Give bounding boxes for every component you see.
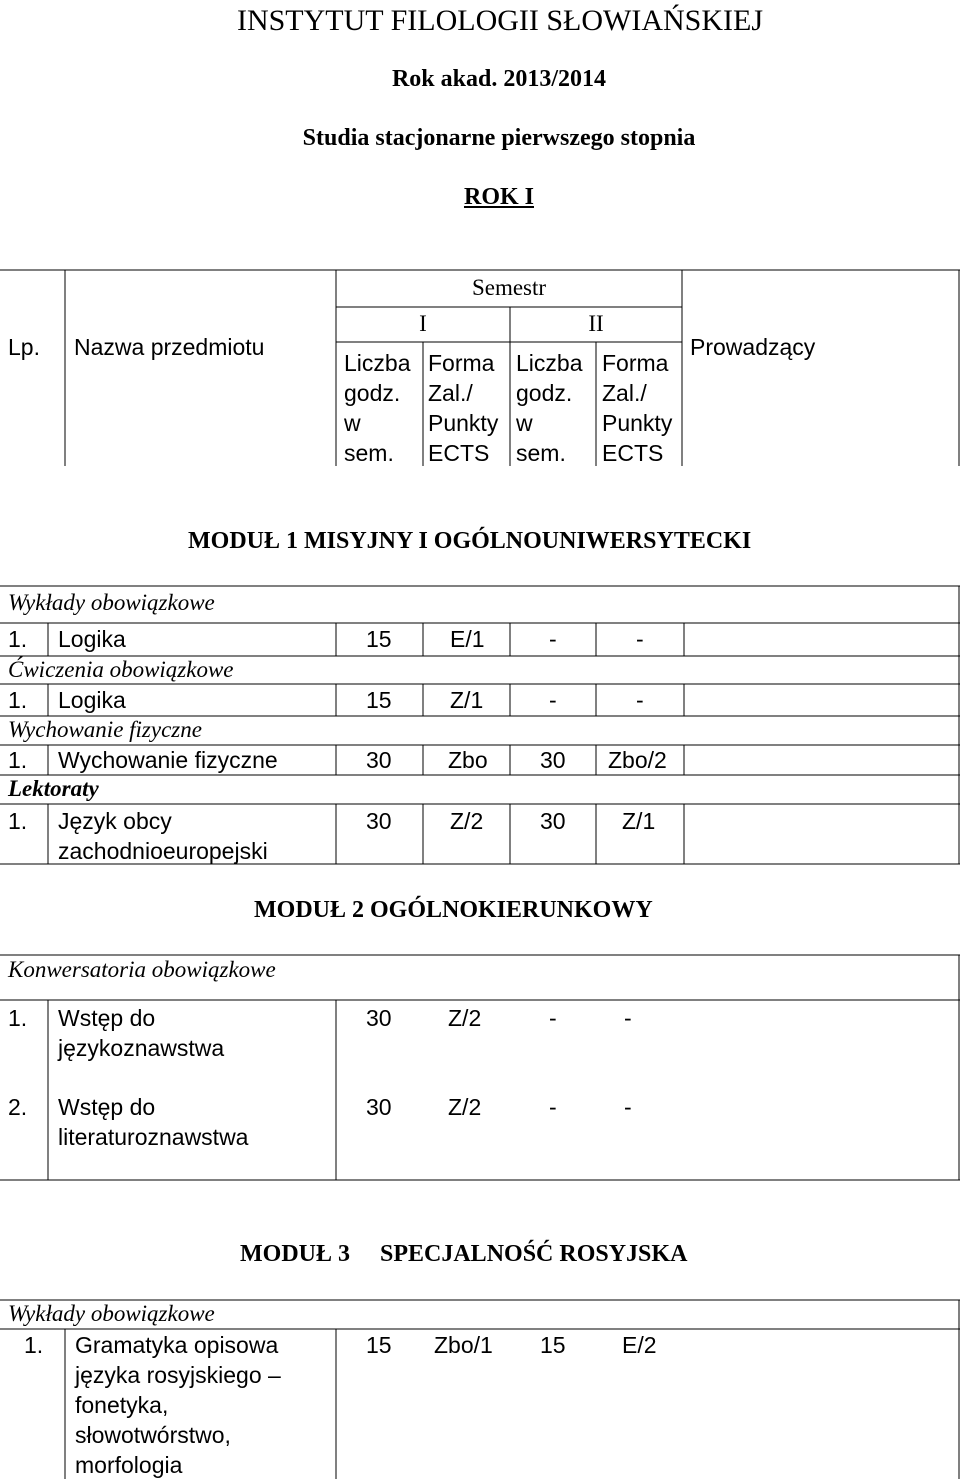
row-s2-form: Z/1 (622, 808, 656, 834)
institute-title: INSTYTUT FILOLOGII SŁOWIAŃSKIEJ (236, 4, 764, 37)
row-subject: Wstęp do literaturoznawstwa (58, 1094, 249, 1150)
row-lp: 1. (8, 687, 28, 713)
row-s2-hours: 30 (540, 747, 566, 773)
row-s2-form: - (636, 687, 644, 713)
row-s1-form: Zbo/1 (434, 1332, 493, 1358)
row-subject: Wychowanie fizyczne (58, 747, 278, 773)
row-s1-form: Z/2 (448, 1005, 482, 1031)
row-s1-hours: 15 (366, 687, 392, 713)
column-header-lecturer: Prowadzący (690, 334, 816, 360)
row-s1-hours: 30 (366, 747, 392, 773)
section-heading: Lektoraty (8, 776, 99, 801)
section-heading: Ćwiczenia obowiązkowe (8, 657, 234, 682)
row-s1-hours: 30 (366, 1005, 392, 1031)
column-header-hours-sem1: Liczba godz. w sem. (344, 350, 411, 466)
row-s2-form: E/2 (622, 1332, 657, 1358)
column-header-form-sem2: Forma Zal./ Punkty ECTS (602, 350, 673, 466)
section-heading: Wychowanie fizyczne (8, 717, 202, 742)
row-s1-hours: 30 (366, 1094, 392, 1120)
module-2-title: MODUŁ 2 OGÓLNOKIERUNKOWY (254, 897, 653, 923)
academic-year: Rok akad. 2013/2014 (391, 66, 607, 92)
module-3-title: MODUŁ 3 SPECJALNOŚĆ ROSYJSKA (240, 1241, 688, 1267)
row-lp: 1. (24, 1332, 44, 1358)
row-subject: Gramatyka opisowa języka rosyjskiego – fonetyka, słowotwórstwo, morfologia (75, 1332, 281, 1478)
row-subject: Logika (58, 626, 126, 652)
column-header-subject: Nazwa przedmiotu (74, 334, 265, 360)
row-s2-hours: - (549, 687, 557, 713)
row-s1-form: E/1 (450, 626, 485, 652)
column-header-semester: Semestr (471, 275, 547, 300)
row-s1-form: Z/2 (448, 1094, 482, 1120)
column-header-lp: Lp. (8, 334, 40, 360)
section-heading: Wykłady obowiązkowe (8, 590, 215, 615)
row-s1-form: Z/1 (450, 687, 484, 713)
row-s2-hours: - (549, 1005, 557, 1031)
row-s2-form: - (624, 1005, 632, 1031)
study-year: ROK I (463, 184, 534, 210)
row-s2-hours: - (549, 1094, 557, 1120)
row-s1-hours: 30 (366, 808, 392, 834)
row-s2-hours: 30 (540, 808, 566, 834)
section-heading: Wykłady obowiązkowe (8, 1301, 215, 1326)
row-lp: 1. (8, 1005, 28, 1031)
row-s2-hours: - (549, 626, 557, 652)
row-lp: 1. (8, 626, 28, 652)
row-subject: Język obcy zachodnioeuropejski (58, 808, 268, 864)
column-header-hours-sem2: Liczba godz. w sem. (516, 350, 583, 466)
row-s2-form: Zbo/2 (608, 747, 667, 773)
row-lp: 1. (8, 808, 28, 834)
row-s2-hours: 15 (540, 1332, 566, 1358)
column-header-semester-1: I (419, 311, 427, 336)
row-lp: 2. (8, 1094, 28, 1120)
row-subject: Logika (58, 687, 126, 713)
row-lp: 1. (8, 747, 28, 773)
row-s2-form: - (636, 626, 644, 652)
row-s1-hours: 15 (366, 1332, 392, 1358)
module-1-title: MODUŁ 1 MISYJNY I OGÓLNOUNIWERSYTECKI (188, 528, 752, 554)
row-s2-form: - (624, 1094, 632, 1120)
column-header-semester-2: II (588, 311, 604, 336)
study-type: Studia stacjonarne pierwszego stopnia (302, 125, 696, 151)
row-s1-form: Zbo (448, 747, 488, 773)
row-subject: Wstęp do językoznawstwa (58, 1005, 225, 1061)
column-header-form-sem1: Forma Zal./ Punkty ECTS (428, 350, 499, 466)
row-s1-form: Z/2 (450, 808, 484, 834)
row-s1-hours: 15 (366, 626, 392, 652)
section-heading: Konwersatoria obowiązkowe (8, 957, 276, 982)
